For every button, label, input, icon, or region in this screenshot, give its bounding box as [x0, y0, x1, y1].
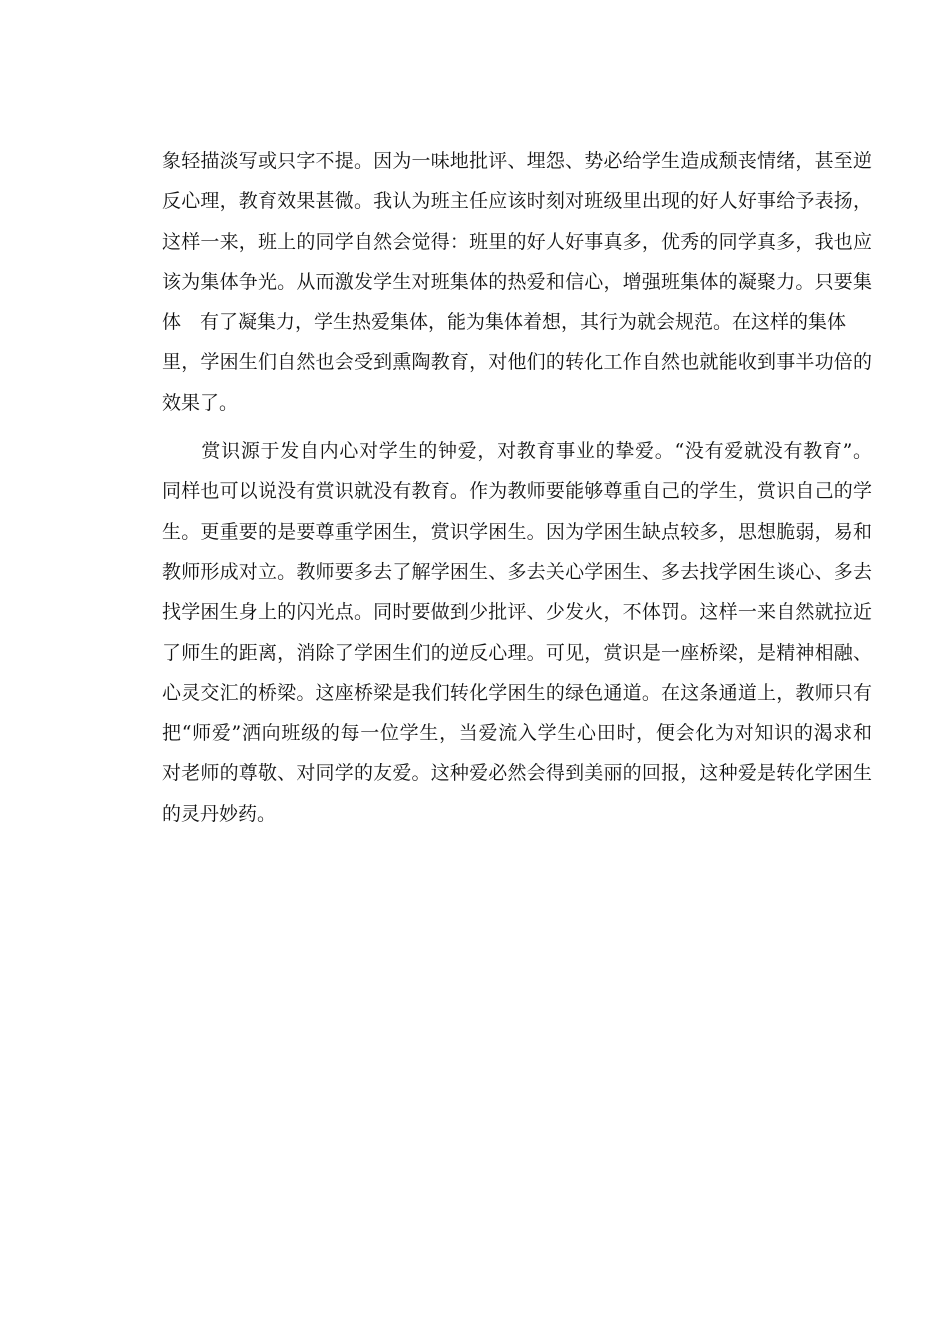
- text-line: 象轻描淡写或只字不提。因为一味地批评、埋怨、势必给学生造成颓丧情绪，甚至逆: [162, 150, 872, 172]
- document-body: [162, 141, 872, 834]
- text-line: 里，学困生们自然也会受到熏陶教育，对他们的转化工作自然也就能收到事半功倍的: [162, 351, 872, 374]
- text-line: 把“师爱”洒向班级的每一位学生，当爱流入学生心田时，便会化为对知识的渴求和: [162, 722, 872, 745]
- text-line: 生。更重要的是要尊重学困生，赏识学困生。因为学困生缺点较多，思想脆弱，易和: [162, 520, 872, 543]
- paragraph: [162, 141, 872, 423]
- text-line: 同样也可以说没有赏识就没有教育。作为教师要能够尊重自己的学生，赏识自己的学: [162, 480, 872, 503]
- text-line: 体 有了凝集力，学生热爱集体，能为集体着想，其行为就会规范。在这样的集体: [162, 311, 847, 334]
- text-line: 心灵交汇的桥梁。这座桥梁是我们转化学困生的绿色通道。在这条通道上，教师只有: [162, 681, 872, 704]
- text-line: 找学困生身上的闪光点。同时要做到少批评、少发火，不体罚。这样一来自然就拉近: [162, 601, 872, 624]
- text-line: 的灵丹妙药。: [162, 802, 277, 825]
- paragraph: [162, 431, 872, 834]
- text-line: 效果了。: [162, 391, 239, 414]
- text-line: 该为集体争光。从而激发学生对班集体的热爱和信心，增强班集体的凝聚力。只要集: [162, 270, 872, 293]
- text-line: 了师生的距离，消除了学困生们的逆反心理。可见，赏识是一座桥梁，是精神相融、: [162, 641, 872, 664]
- text-line: 反心理，教育效果甚微。我认为班主任应该时刻对班级里出现的好人好事给予表扬，: [162, 190, 872, 213]
- text-line: 对老师的尊敬、对同学的友爱。这种爱必然会得到美丽的回报，这种爱是转化学困生: [162, 762, 872, 785]
- paragraph-spacer: [162, 423, 872, 431]
- text-line: 这样一来，班上的同学自然会觉得：班里的好人好事真多，优秀的同学真多，我也应: [162, 230, 872, 253]
- text-line: 赏识源于发自内心对学生的钟爱，对教育事业的挚爱。“没有爱就没有教育”。: [162, 440, 872, 463]
- text-line: 教师形成对立。教师要多去了解学困生、多去关心学困生、多去找学困生谈心、多去: [162, 560, 872, 583]
